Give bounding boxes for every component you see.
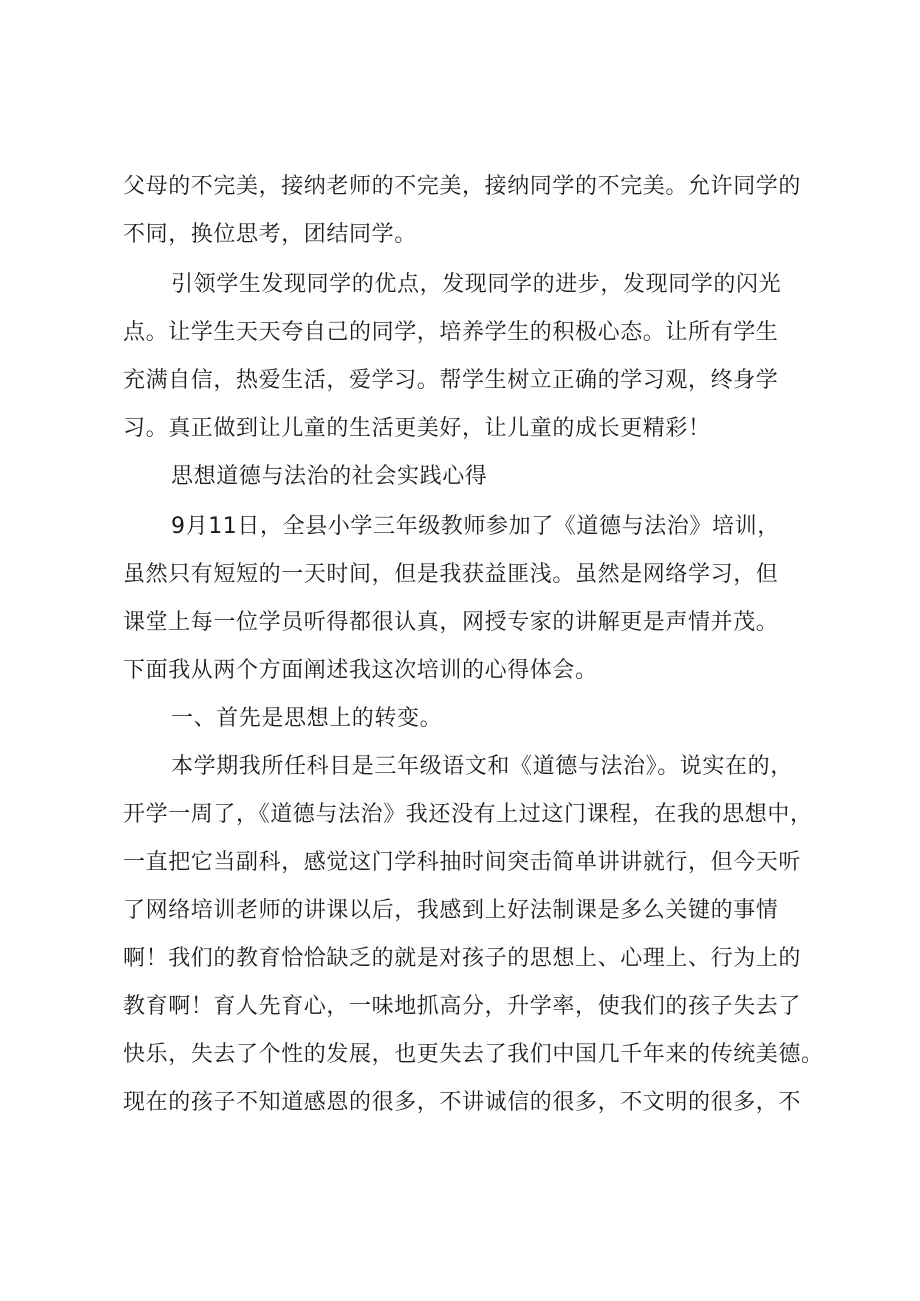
section-heading: 思想道德与法治的社会实践心得 [171,464,488,489]
text-line-16: 了网络培训老师的讲课以后，我感到上好法制课是多么关键的事情 [123,898,779,923]
text-line-5: 充满自信，热爱生活，爱学习。帮学生树立正确的学习观，终身学 [123,368,779,393]
text-line-11: 下面我从两个方面阐述我这次培训的心得体会。 [123,658,598,683]
text-line-6: 习。真正做到让儿童的生活更美好，让儿童的成长更精彩！ [123,416,711,441]
text-line-3: 引领学生发现同学的优点，发现同学的进步，发现同学的闪光 [171,272,782,297]
text-line-14: 开学一周了，《道德与法治》我还没有上过这门课程，在我的思想中， [123,802,813,827]
text-line-1: 父母的不完美，接纳老师的不完美，接纳同学的不完美。允许同学的 [123,174,802,199]
text-line-9: 虽然只有短短的一天时间，但是我获益匪浅。虽然是网络学习，但 [123,562,779,587]
text-line-13: 本学期我所任科目是三年级语文和《道德与法治》。说实在的， [171,754,793,779]
text-line-2: 不同，换位思考，团结同学。 [123,222,417,247]
subheading-line: 一、首先是思想上的转变。 [171,706,443,731]
text-line-10: 课堂上每一位学员听得都很认真，网授专家的讲解更是声情并茂。 [123,610,779,635]
text-line-19: 快乐，失去了个性的发展，也更失去了我们中国几千年来的传统美德。 [123,1042,824,1067]
text-line-4: 点。让学生天天夸自己的同学，培养学生的积极心态。让所有学生 [123,320,779,345]
text-line-18: 教育啊！育人先育心，一味地抓高分，升学率，使我们的孩子失去了 [123,994,802,1019]
text-line-17: 啊！我们的教育恰恰缺乏的就是对孩子的思想上、心理上、行为上的 [123,946,802,971]
text-line-15: 一直把它当副科，感觉这门学科抽时间突击简单讲讲就行，但今天听 [123,850,802,875]
text-line-8: 9月11日，全县小学三年级教师参加了《道德与法治》培训， [171,514,780,539]
text-line-20: 现在的孩子不知道感恩的很多，不讲诚信的很多，不文明的很多，不 [123,1090,802,1115]
